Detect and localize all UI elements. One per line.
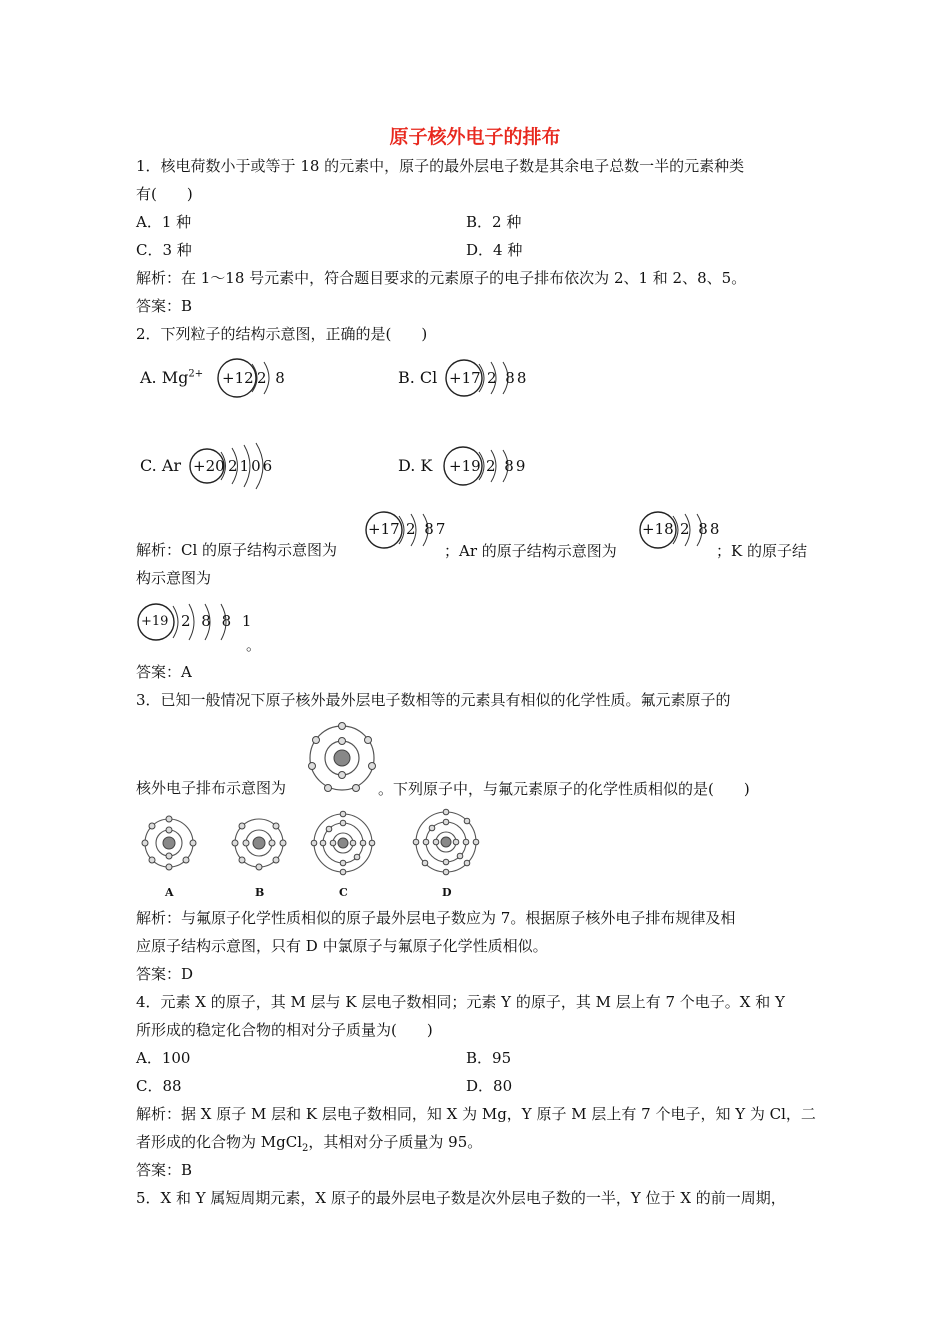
q1-option-a: A．1 种 xyxy=(136,213,192,231)
q2-option-a-nucleus: +12 xyxy=(222,369,254,387)
q2-analysis-cl-shells: 2 87 xyxy=(406,520,448,538)
q2-analysis-ar-nucleus: +18 xyxy=(642,520,674,538)
q2-option-c-label: C. Ar xyxy=(140,456,182,475)
q2-analysis-k-nucleus: +19 xyxy=(141,614,169,629)
q4-analysis-line2: 者形成的化合物为 MgCl$_2$，其相对分子质量为 95。 xyxy=(136,1133,483,1154)
q3-option-c-label: C xyxy=(339,886,348,899)
q2-analysis-part2: ；Ar 的原子结构示意图为 xyxy=(444,542,617,560)
q2-stem: 2．下列粒子的结构示意图，正确的是( ) xyxy=(136,325,428,343)
q2-analysis-ar-shells: 2 88 xyxy=(680,520,722,538)
q1-stem-line2: 有( ) xyxy=(136,185,193,203)
q2-option-d-nucleus: +19 xyxy=(449,457,481,475)
q2-analysis-part1: 解析：Cl 的原子结构示意图为 xyxy=(136,541,338,559)
q4-option-a: A．100 xyxy=(136,1049,191,1067)
q4-analysis-line1: 解析：据 X 原子 M 层和 K 层电子数相同，知 X 为 Mg，Y 原子 M 层上有 7 个电子，知 Y 为 Cl，二 xyxy=(136,1105,816,1123)
q1-answer: 答案：B xyxy=(136,297,193,315)
q2-answer: 答案：A xyxy=(136,663,192,681)
q1-option-c: C．3 种 xyxy=(136,241,192,259)
q1-stem-line1: 1．核电荷数小于或等于 18 的元素中，原子的最外层电子数是其余电子总数一半的元素种类 xyxy=(136,157,745,175)
q2-option-b-shells: 2 88 xyxy=(487,369,529,387)
q3-answer: 答案：D xyxy=(136,965,194,983)
q3-option-b-atom xyxy=(230,814,288,872)
q3-option-b-label: B xyxy=(255,886,265,899)
q2-analysis-cl-nucleus: +17 xyxy=(368,520,400,538)
q1-option-b: B．2 种 xyxy=(466,213,522,231)
q1-analysis: 解析：在 1～18 号元素中，符合题目要求的元素原子的电子排布依次为 2、1 和 2、8、5。 xyxy=(136,269,747,287)
q2-analysis-k-shells: 2 8 8 1 xyxy=(181,612,255,630)
q4-stem-line1: 4．元素 X 的原子，其 M 层与 K 层电子数相同；元素 Y 的原子，其 M 层上有 7 个电子。X 和 Y xyxy=(136,993,785,1011)
q4-option-d: D．80 xyxy=(466,1077,513,1095)
q4-answer: 答案：B xyxy=(136,1161,193,1179)
q3-option-a-atom xyxy=(140,814,198,872)
q2-analysis-part3: ；K 的原子结 xyxy=(716,542,807,560)
q2-option-c-shells: 2106 xyxy=(228,457,275,475)
q2-option-a-label: A. $Mg^{2+}$ xyxy=(140,368,204,387)
q2-option-a-shells: 2 8 xyxy=(257,369,287,387)
q2-option-b-nucleus: +17 xyxy=(449,369,481,387)
page-title: 原子核外电子的排布 xyxy=(389,126,561,148)
q3-option-a-label: A xyxy=(165,886,174,899)
q1-option-d: D．4 种 xyxy=(466,241,523,259)
q4-stem-line2: 所形成的稳定化合物的相对分子质量为( ) xyxy=(136,1021,433,1039)
q3-option-d-atom xyxy=(412,808,480,876)
q2-analysis-end: 。 xyxy=(246,636,262,654)
q2-option-d-label: D. K xyxy=(398,456,433,475)
q3-stem-line2a: 核外电子排布示意图为 xyxy=(136,779,287,797)
q3-analysis-line1: 解析：与氟原子化学性质相似的原子最外层电子数应为 7。根据原子核外电子排布规律及相 xyxy=(136,909,736,927)
q2-option-b-label: B. Cl xyxy=(398,368,438,387)
q5-stem-line1: 5．X 和 Y 属短周期元素，X 原子的最外层电子数是次外层电子数的一半，Y 位于 X 的前一周期， xyxy=(136,1189,786,1207)
q3-stem-line1: 3．已知一般情况下原子核外最外层电子数相等的元素具有相似的化学性质。氟元素原子的 xyxy=(136,691,731,709)
q4-option-b: B．95 xyxy=(466,1049,512,1067)
q3-option-d-label: D xyxy=(442,886,452,899)
fluorine-atom-diagram xyxy=(306,722,378,794)
q3-analysis-line2: 应原子结构示意图，只有 D 中氯原子与氟原子化学性质相似。 xyxy=(136,937,548,955)
q3-option-c-atom xyxy=(310,810,376,876)
q2-analysis-line2: 构示意图为 xyxy=(136,569,212,587)
q3-stem-line2b: 。下列原子中，与氟元素原子的化学性质相似的是( ) xyxy=(378,780,750,798)
q4-option-c: C．88 xyxy=(136,1077,182,1095)
q2-option-d-shells: 2 89 xyxy=(486,457,528,475)
q2-option-c-nucleus: +20 xyxy=(193,457,225,475)
